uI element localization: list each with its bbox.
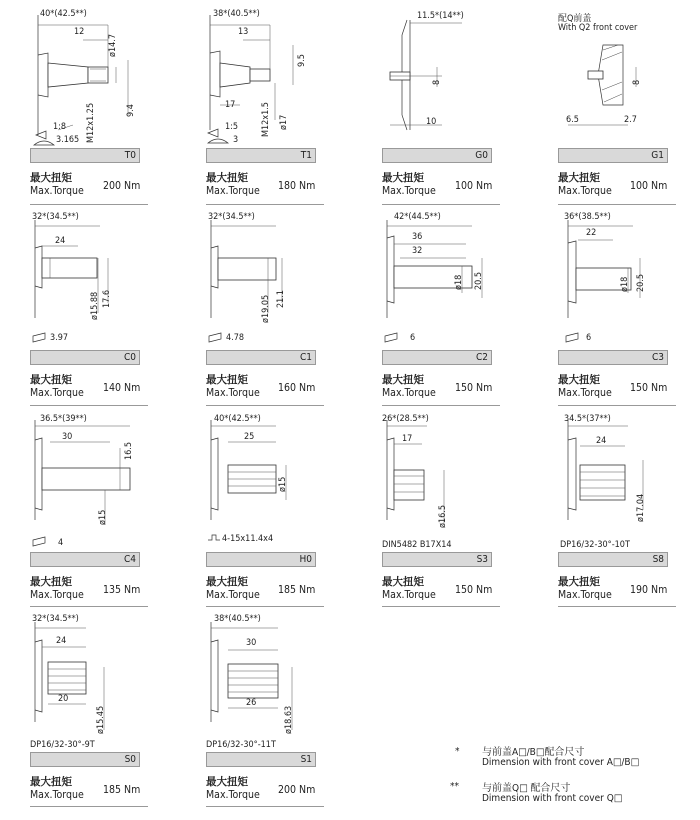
g0-dim-10: 10 (426, 117, 437, 127)
code-c2: C2 (475, 352, 488, 363)
g1-front-cover-zh: 配Q前盖 (558, 14, 592, 24)
s0-dim-dia: ø15.45 (96, 705, 106, 734)
torque-zh-h0: 最大扭矩 (206, 576, 248, 588)
torque-c1: 160 Nm (278, 382, 316, 394)
s8-dim-dia: ø17.04 (636, 493, 646, 522)
sep-c3 (558, 405, 676, 406)
bar-s1 (206, 752, 316, 767)
c2-note-key: 6 (410, 333, 416, 343)
legend-en-1: Dimension with front cover A□/B□ (482, 757, 640, 768)
c1-note-key: 4.78 (226, 333, 245, 343)
t1-dim-17: 17 (225, 100, 236, 110)
code-c1: C1 (299, 352, 312, 363)
t1-dim-9-5: 9.5 (297, 54, 307, 67)
torque-zh-s3: 最大扭矩 (382, 576, 424, 588)
s3-dim-17: 17 (402, 434, 413, 444)
sep-c4 (30, 606, 148, 607)
c3-dim-length: 36*(38.5**) (564, 212, 611, 222)
s0-note-spline: DP16/32-30°-9T (30, 740, 95, 750)
sep-c1 (206, 405, 324, 406)
code-s1: S1 (300, 754, 312, 765)
sep-g1 (558, 204, 676, 205)
torque-en-c1: Max.Torque (206, 387, 260, 399)
shaft-s1-drawing (206, 612, 356, 752)
c3-note-key: 6 (586, 333, 592, 343)
legend-en-2: Dimension with front cover Q□ (482, 793, 623, 804)
t0-note-key: 3.165 (56, 135, 80, 145)
torque-zh-t0: 最大扭矩 (30, 172, 72, 184)
torque-en-s3: Max.Torque (382, 589, 436, 601)
code-c0: C0 (123, 352, 136, 363)
h0-dim-25: 25 (244, 432, 255, 442)
torque-en-s8: Max.Torque (558, 589, 612, 601)
code-c3: C3 (651, 352, 664, 363)
torque-c2: 150 Nm (455, 382, 493, 394)
shaft-c0-drawing (30, 208, 180, 348)
h0-dim-length: 40*(42.5**) (214, 414, 261, 424)
legend-mark-1: * (455, 746, 460, 757)
s0-dim-20: 20 (58, 694, 69, 704)
code-g1: G1 (651, 150, 664, 161)
bar-c3 (558, 350, 668, 365)
t1-dim-dia: ø17 (279, 114, 289, 130)
c1-dim-dia: ø19.05 (261, 294, 271, 323)
c4-dim-length: 36.5*(39**) (40, 414, 87, 424)
sep-c2 (382, 405, 500, 406)
t1-dim-13: 13 (238, 27, 249, 37)
torque-en-g1: Max.Torque (558, 185, 612, 197)
c3-dim-22: 22 (586, 228, 597, 238)
torque-g1: 100 Nm (630, 180, 668, 192)
code-t0: T0 (124, 150, 136, 161)
c2-dim-32: 32 (412, 246, 423, 256)
c1-dim-length: 32*(34.5**) (208, 212, 255, 222)
c2-dim-dia: ø18 (454, 274, 464, 290)
torque-en-g0: Max.Torque (382, 185, 436, 197)
torque-zh-c3: 最大扭矩 (558, 374, 600, 386)
torque-en-t1: Max.Torque (206, 185, 260, 197)
torque-en-s1: Max.Torque (206, 789, 260, 801)
g1-dim-2-7: 2.7 (624, 115, 637, 125)
c0-note-key: 3.97 (50, 333, 69, 343)
s1-dim-26: 26 (246, 698, 257, 708)
bar-s3 (382, 552, 492, 567)
torque-t1: 180 Nm (278, 180, 316, 192)
torque-t0: 200 Nm (103, 180, 141, 192)
g1-dim-8: 8 (632, 79, 642, 85)
torque-en-c0: Max.Torque (30, 387, 84, 399)
bar-h0 (206, 552, 316, 567)
torque-en-h0: Max.Torque (206, 589, 260, 601)
code-h0: H0 (299, 554, 312, 565)
t0-note-taper: 1:8 (53, 122, 67, 132)
torque-en-c2: Max.Torque (382, 387, 436, 399)
bar-c1 (206, 350, 316, 365)
torque-g0: 100 Nm (455, 180, 493, 192)
c3-dim-20-5: 20.5 (636, 273, 646, 292)
torque-zh-g0: 最大扭矩 (382, 172, 424, 184)
torque-s3: 150 Nm (455, 584, 493, 596)
s0-dim-length: 32*(34.5**) (32, 614, 79, 624)
shaft-c4-drawing (30, 410, 180, 550)
s3-dim-dia: ø16.5 (438, 505, 448, 528)
bar-s8 (558, 552, 668, 567)
torque-c3: 150 Nm (630, 382, 668, 394)
torque-zh-s8: 最大扭矩 (558, 576, 600, 588)
g1-front-cover-en: With Q2 front cover (558, 23, 638, 33)
c0-dim-dia: ø15.88 (90, 291, 100, 320)
c4-dim-16-5: 16.5 (124, 441, 134, 460)
c4-dim-30: 30 (62, 432, 73, 442)
t1-dim-thread: M12x1.5 (261, 102, 271, 137)
s8-note-spline: DP16/32-30°-10T (560, 540, 630, 550)
sep-c0 (30, 405, 148, 406)
code-s3: S3 (476, 554, 488, 565)
code-s8: S8 (652, 554, 664, 565)
t0-dim-length: 40*(42.5**) (40, 9, 87, 19)
s8-dim-24: 24 (596, 436, 607, 446)
shaft-s8-drawing (558, 410, 700, 550)
shaft-s3-drawing (382, 410, 532, 550)
c2-dim-length: 42*(44.5**) (394, 212, 441, 222)
torque-zh-c4: 最大扭矩 (30, 576, 72, 588)
torque-en-t0: Max.Torque (30, 185, 84, 197)
torque-zh-c2: 最大扭矩 (382, 374, 424, 386)
h0-dim-dia: ø15 (278, 476, 288, 492)
bar-g0 (382, 148, 492, 163)
shaft-c1-drawing (206, 208, 356, 348)
torque-s0: 185 Nm (103, 784, 141, 796)
bar-c0 (30, 350, 140, 365)
code-t1: T1 (300, 150, 312, 161)
c4-note-key: 4 (58, 538, 64, 548)
bar-t0 (30, 148, 140, 163)
s1-dim-dia: ø18.63 (284, 705, 294, 734)
sep-t1 (206, 204, 324, 205)
legend-zh-1: 与前盖A□/B□配合尺寸 (482, 747, 585, 758)
bar-t1 (206, 148, 316, 163)
torque-en-c3: Max.Torque (558, 387, 612, 399)
s0-dim-24: 24 (56, 636, 67, 646)
code-s0: S0 (124, 754, 136, 765)
sep-g0 (382, 204, 500, 205)
t1-dim-length: 38*(40.5**) (213, 9, 260, 19)
legend-mark-2: ** (450, 781, 459, 792)
t1-note-key: 3 (233, 135, 239, 145)
sep-t0 (30, 204, 148, 205)
torque-c0: 140 Nm (103, 382, 141, 394)
torque-h0: 185 Nm (278, 584, 316, 596)
c3-dim-dia: ø18 (620, 276, 630, 292)
torque-zh-g1: 最大扭矩 (558, 172, 600, 184)
g1-dim-6-5: 6.5 (566, 115, 579, 125)
torque-zh-c0: 最大扭矩 (30, 374, 72, 386)
s3-dim-length: 26*(28.5**) (382, 414, 429, 424)
h0-note-spline: 4-15x11.4x4 (222, 534, 274, 544)
legend-zh-2: 与前盖Q□ 配合尺寸 (482, 783, 571, 794)
bar-s0 (30, 752, 140, 767)
torque-zh-t1: 最大扭矩 (206, 172, 248, 184)
s1-dim-30: 30 (246, 638, 257, 648)
t0-dim-dia: ø14.7 (108, 34, 118, 57)
torque-en-s0: Max.Torque (30, 789, 84, 801)
t1-note-taper: 1:5 (225, 122, 239, 132)
c2-dim-20-5: 20.5 (474, 271, 484, 290)
sep-s1 (206, 806, 324, 807)
c0-dim-17-6: 17.6 (102, 289, 112, 308)
g0-dim-length: 11.5*(14**) (417, 11, 464, 21)
torque-c4: 135 Nm (103, 584, 141, 596)
c0-dim-24: 24 (55, 236, 66, 246)
bar-g1 (558, 148, 668, 163)
bar-c4 (30, 552, 140, 567)
sep-s8 (558, 606, 676, 607)
c1-dim-21-1: 21.1 (276, 289, 286, 308)
t0-dim-9-4: 9.4 (126, 104, 136, 117)
s1-dim-length: 38*(40.5**) (214, 614, 261, 624)
torque-en-c4: Max.Torque (30, 589, 84, 601)
s3-note-spline: DIN5482 B17X14 (382, 540, 452, 550)
torque-zh-s1: 最大扭矩 (206, 776, 248, 788)
g0-dim-8: 8 (432, 79, 442, 85)
t0-dim-12: 12 (74, 27, 85, 37)
s1-note-spline: DP16/32-30°-11T (206, 740, 276, 750)
t0-dim-thread: M12x1.25 (86, 102, 96, 143)
c0-dim-length: 32*(34.5**) (32, 212, 79, 222)
bar-c2 (382, 350, 492, 365)
s8-dim-length: 34.5*(37**) (564, 414, 611, 424)
torque-s1: 200 Nm (278, 784, 316, 796)
torque-zh-s0: 最大扭矩 (30, 776, 72, 788)
sep-s0 (30, 806, 148, 807)
torque-zh-c1: 最大扭矩 (206, 374, 248, 386)
code-c4: C4 (123, 554, 136, 565)
sep-s3 (382, 606, 500, 607)
c2-dim-36: 36 (412, 232, 423, 242)
c4-dim-dia: ø15 (98, 509, 108, 525)
sep-h0 (206, 606, 324, 607)
torque-s8: 190 Nm (630, 584, 668, 596)
code-g0: G0 (475, 150, 488, 161)
